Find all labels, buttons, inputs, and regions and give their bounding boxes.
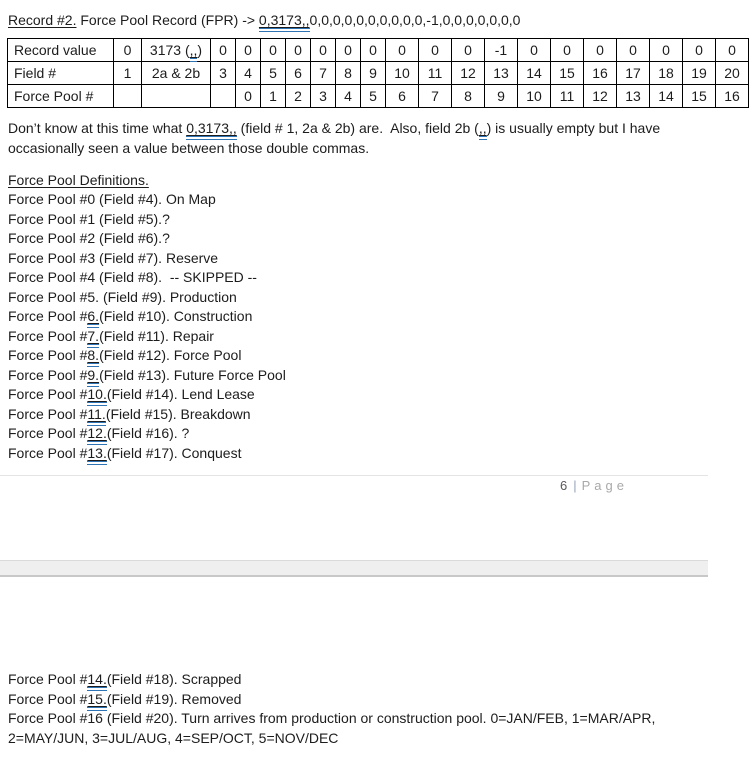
value-cell: 1 (114, 62, 142, 85)
value-cell: 5 (361, 85, 386, 108)
text-run: ) (197, 42, 203, 58)
value-cell: 0 (419, 39, 452, 62)
text-run: (Field #16). ? (106, 425, 190, 441)
page-footer (560, 478, 628, 494)
text-run: Force Pool # (8, 671, 88, 687)
value-cell (142, 39, 211, 62)
definition-line (8, 307, 698, 327)
value-cell: 6 (386, 85, 419, 108)
text-run: Force Pool # (8, 405, 88, 422)
value-cell: 4 (336, 85, 361, 108)
value-cell (142, 85, 211, 108)
value-cell: 0 (716, 39, 749, 62)
value-cell: 3 (311, 85, 336, 108)
text-run: (Field #17). Conquest (106, 444, 242, 461)
text-run: Force Pool # (8, 327, 88, 344)
value-cell: 0 (683, 39, 716, 62)
text-run: Force Pool # (8, 425, 88, 441)
value-cell: 0 (617, 39, 650, 62)
text-run: Force Pool #16 (Field #20). Turn arrives from production or construction pool. 0=JAN/FEB, 1=MAR/APR, (8, 710, 656, 727)
definition-line (8, 444, 698, 464)
marked-text: 15. (87, 690, 107, 707)
definition-line (8, 249, 698, 269)
value-cell: 16 (716, 85, 749, 108)
page-break-separator (0, 560, 708, 577)
record-number: Record #2. (8, 12, 77, 28)
text-run: Force Pool # (8, 347, 88, 363)
definition-line (8, 385, 698, 405)
text-run: (Field #12). Force Pool (99, 347, 242, 363)
force-pool-record-table (7, 38, 749, 108)
value-cell: 0 (114, 39, 142, 62)
marked-text: 6. (87, 308, 100, 324)
definition-line (8, 229, 698, 249)
row-label-cell: Field # (8, 62, 114, 85)
marked-text: 12. (87, 425, 107, 441)
value-cell: 0 (452, 39, 485, 62)
value-cell: 20 (716, 62, 749, 85)
value-cell: 0 (386, 39, 419, 62)
value-cell: 14 (518, 62, 551, 85)
note-marked-commas: ,, (478, 120, 487, 136)
table-row (8, 85, 749, 108)
note-text: Don’t know at this time what (8, 120, 187, 136)
text-run: (Field #14). Lend Lease (106, 386, 255, 402)
text-run: Force Pool #2 (Field #6).? (8, 230, 170, 246)
footer-page-label: Page (581, 478, 628, 493)
definitions-heading: Force Pool Definitions. (8, 172, 149, 188)
force-pool-definitions-list (8, 190, 698, 463)
value-cell: 18 (650, 62, 683, 85)
value-cell: 12 (584, 85, 617, 108)
marked-text: 13. (87, 444, 107, 461)
value-cell: 13 (617, 85, 650, 108)
definition-line (8, 210, 698, 230)
marked-text: 11. (87, 405, 106, 422)
value-cell: 2a & 2b (142, 62, 211, 85)
value-cell: 16 (584, 62, 617, 85)
note-text: ) is usually empty but I have occasionally seen a value between those double commas. (8, 120, 665, 156)
definition-line (8, 268, 698, 288)
text-run: Force Pool # (8, 366, 88, 383)
note-marked-value: 0,3173,, (186, 120, 237, 136)
text-run: Force Pool #3 (Field #7). Reserve (8, 249, 219, 266)
marked-text: 7. (87, 327, 100, 344)
definition-line (8, 709, 698, 729)
definition-line (8, 346, 698, 366)
marked-text: ,, (189, 42, 198, 58)
value-cell: 15 (551, 62, 584, 85)
marked-text: 9. (87, 366, 100, 383)
value-cell: 0 (584, 39, 617, 62)
value-cell: 15 (683, 85, 716, 108)
value-cell: 0 (361, 39, 386, 62)
value-cell: 12 (452, 62, 485, 85)
value-cell (114, 85, 142, 108)
value-cell: 19 (683, 62, 716, 85)
table-row (8, 39, 749, 62)
definition-line (8, 690, 698, 710)
record-heading-marked-value: 0,3173,, (258, 12, 310, 28)
definition-line (8, 288, 698, 308)
value-cell: 0 (336, 39, 361, 62)
text-run: Force Pool # (8, 444, 88, 461)
value-cell: 11 (551, 85, 584, 108)
definition-line (8, 366, 698, 386)
value-cell: 17 (617, 62, 650, 85)
text-run: 2=MAY/JUN, 3=JUL/AUG, 4=SEP/OCT, 5=NOV/DEC (8, 729, 339, 746)
value-cell: 10 (518, 85, 551, 108)
text-run: (Field #10). Construction (99, 308, 253, 324)
record-heading (8, 10, 702, 30)
definition-line (8, 190, 698, 210)
value-cell: 11 (419, 62, 452, 85)
value-cell: 9 (361, 62, 386, 85)
value-cell: -1 (485, 39, 518, 62)
value-cell: 0 (236, 39, 261, 62)
value-cell: 0 (551, 39, 584, 62)
definition-line (8, 424, 698, 444)
footer-rule (0, 475, 708, 476)
value-cell: 7 (419, 85, 452, 108)
text-run: (Field #18). Scrapped (106, 671, 242, 687)
text-run: Force Pool #5. (Field #9). Production (8, 288, 237, 305)
record-heading-values: 0,0,0,0,0,0,0,0,0,0,-1,0,0,0,0,0,0,0 (309, 12, 521, 28)
text-run: Force Pool #0 (Field #4). On Map (8, 191, 216, 207)
value-cell: 0 (286, 39, 311, 62)
value-cell: 6 (286, 62, 311, 85)
text-run: Force Pool # (8, 690, 88, 707)
marked-text: 8. (87, 347, 100, 363)
value-cell: 3 (211, 62, 236, 85)
marked-text: 10. (87, 386, 107, 402)
definition-line (8, 405, 698, 425)
force-pool-definitions-list-continued (8, 670, 698, 748)
value-cell: 0 (236, 85, 261, 108)
record-heading-text: Force Pool Record (FPR) -> (76, 12, 259, 28)
text-run: (Field #19). Removed (106, 690, 242, 707)
value-cell: 0 (261, 39, 286, 62)
value-cell: 0 (311, 39, 336, 62)
text-run: (Field #11). Repair (99, 327, 214, 344)
text-run: Force Pool #1 (Field #5).? (8, 210, 170, 227)
definition-line (8, 729, 698, 749)
value-cell (211, 85, 236, 108)
text-run: (Field #15). Breakdown (105, 405, 251, 422)
definition-line (8, 670, 698, 690)
table-row (8, 62, 749, 85)
value-cell: 0 (650, 39, 683, 62)
marked-text: 14. (87, 671, 107, 687)
note-text: (field # 1, 2a & 2b) are. Also, field 2b ( (236, 120, 479, 136)
footer-separator: | (573, 478, 577, 493)
value-cell: 1 (261, 85, 286, 108)
text-run: Force Pool # (8, 308, 88, 324)
value-cell: 0 (211, 39, 236, 62)
value-cell: 8 (336, 62, 361, 85)
text-run: 3173 ( (149, 42, 190, 58)
definition-line (8, 327, 698, 347)
value-cell: 9 (485, 85, 518, 108)
value-cell: 2 (286, 85, 311, 108)
value-cell: 4 (236, 62, 261, 85)
text-run: Force Pool #4 (Field #8). -- SKIPPED -- (8, 269, 257, 285)
row-label-cell: Record value (8, 39, 114, 62)
value-cell: 13 (485, 62, 518, 85)
text-run: Force Pool # (8, 386, 88, 402)
value-cell: 5 (261, 62, 286, 85)
value-cell: 14 (650, 85, 683, 108)
value-cell: 10 (386, 62, 419, 85)
value-cell: 0 (518, 39, 551, 62)
note-paragraph (8, 118, 680, 158)
value-cell: 8 (452, 85, 485, 108)
value-cell: 7 (311, 62, 336, 85)
text-run: (Field #13). Future Force Pool (99, 366, 286, 383)
row-label-cell: Force Pool # (8, 85, 114, 108)
page-number: 6 (560, 478, 568, 493)
